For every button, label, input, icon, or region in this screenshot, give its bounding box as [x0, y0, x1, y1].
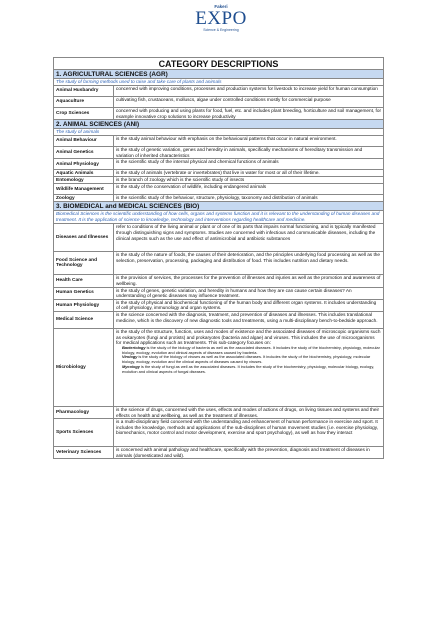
category-definition-cell	[114, 288, 383, 299]
category-definition: is the scientific study of the behaviour, structure, physiology, taxonomy and distribution of animals	[116, 195, 318, 201]
category-term: Zoology	[54, 195, 114, 201]
category-descriptions-document	[53, 57, 384, 459]
logo-tagline: Science & Engineering	[203, 28, 239, 32]
category-definition-cell	[114, 419, 383, 446]
table-row	[53, 86, 384, 97]
subcategory-label: Bacteriology	[122, 344, 146, 350]
section-heading: 3. BIOMEDICAL and MEDICAL SCIENCES (BIO)	[53, 202, 384, 211]
category-term: Microbiology	[54, 329, 114, 406]
table-row	[53, 159, 384, 170]
category-term: Health Care	[54, 275, 114, 286]
category-definition-cell	[114, 195, 383, 201]
category-definition: is the science concerned with the diagnosis, treatment, and prevention of diseases and illnesses. This includes translational medicine, which is the discovery of new diagnostic tools and treatments, using a multi-disciplinary bench-to-bedside approach.	[116, 311, 378, 323]
category-definition-cell	[114, 407, 383, 418]
table-row	[53, 288, 384, 300]
category-term: Aquatic Animals	[54, 170, 114, 176]
category-definition: is the branch of zoology which is the scientific study of insects	[116, 177, 245, 183]
category-definition: is the study of animals (vertebrate or invertebrates) that live in water for most or all of their lifetime.	[116, 170, 320, 176]
subcategory-item	[116, 365, 381, 375]
category-definition-cell	[114, 275, 383, 286]
category-term: Pharmacology	[54, 407, 114, 418]
table-row	[53, 147, 384, 159]
category-definition: is the study animal behaviour with emphasis on the behavioural patterns that occur in natural environment.	[116, 136, 337, 142]
category-definition: is the study of genes, genetic variation, and heredity in humans and how they are can cause certain diseases? An understanding of genetic diseases may influence treatment.	[116, 287, 352, 299]
category-term: Food Science and Technology	[54, 252, 114, 274]
subcategory-text: is the study of the biology of bacteria as well as the associated diseases. It includes the study of the biochemistry, physiology, molecular biology, ecology, evolution and clinical aspects of diseases caused by bacteria.	[122, 344, 380, 355]
logo-wordmark: EXPO	[195, 8, 247, 29]
category-definition-cell	[114, 447, 383, 458]
subcategory-label: Virology	[122, 354, 138, 360]
table-row	[53, 312, 384, 329]
section-description: The study of farming methods used to raise and take care of plants and animals	[53, 79, 384, 86]
category-definition-cell	[114, 97, 383, 107]
expo-logo	[193, 4, 249, 38]
category-term: Animal Physiology	[54, 159, 114, 169]
category-definition: is the study of the conservation of wildlife, including endangered animals	[116, 184, 267, 190]
table-row	[53, 419, 384, 447]
section-description: The study of animals	[53, 129, 384, 136]
category-definition-cell	[114, 329, 383, 406]
table-row	[53, 195, 384, 202]
category-term: Aquaculture	[54, 97, 114, 107]
sections-container	[53, 70, 384, 459]
category-term: Diseases and Illnesses	[54, 224, 114, 251]
category-definition-cell	[114, 252, 383, 274]
category-definition: refer to conditions of the living animal or plant or of one of its parts that impairs normal functioning, and is typically manifested through distinguishing signs and symptoms. Studies are concerned with infectious and communicable diseases, including the clinical aspects such as the use and effect of antimicrobial and antibiotic substances	[116, 224, 376, 241]
category-definition-cell	[114, 300, 383, 311]
category-definition-cell	[114, 86, 383, 96]
table-row	[53, 170, 384, 177]
table-row	[53, 184, 384, 195]
category-term: Animal Behaviour	[54, 136, 114, 146]
category-term: Human Genetics	[54, 288, 114, 299]
table-row	[53, 252, 384, 275]
table-row	[53, 224, 384, 252]
table-row	[53, 407, 384, 419]
category-term: Human Physiology	[54, 300, 114, 311]
subcategory-text: is the study of fungi as well as the associated diseases. It includes the study of the biochemistry, physiology, molecular biology, ecology, evolution and clinical aspects of fungal diseases.	[122, 363, 375, 374]
category-definition: is the scientific study of the internal physical and chemical functions of animals	[116, 159, 279, 165]
category-definition: is concerned with animal pathology and healthcare, specifically with the prevention, diagnosis and treatment of diseases in animals (domesticated and wild).	[116, 447, 370, 458]
table-row	[53, 108, 384, 120]
table-row	[53, 177, 384, 184]
table-row	[53, 447, 384, 459]
table-row	[53, 329, 384, 407]
category-definition-cell	[114, 147, 383, 158]
category-definition: concerned with producing and using plants for food, fuel, etc. and includes plant breeding, horticulture and soil management, for example innovative crop solutions to increase productivity	[116, 108, 382, 119]
table-row	[53, 136, 384, 147]
section-description: Biomedical Sciences is the scientific understanding of how cells, organs and systems function and it is relevant to the understanding of human diseases and treatment. It is the application of science to knowledge, technology and interventions regarding healthcare and medicine.	[53, 211, 384, 224]
category-definition-cell	[114, 312, 383, 328]
subcategory-label: Mycology	[122, 363, 140, 369]
category-definition-cell	[114, 159, 383, 169]
category-definition: is the study of the structure, function, uses and modes of existence and the associated diseases of microscopic organisms such as eukaryotes (fungi and protists) and prokaryotes (bacteria and algae) and viruses. This includes the use of microorganisms for medical applications such as treatments. This sub-category focuses on:	[116, 328, 381, 346]
category-term: Veterinary Sciences	[54, 447, 114, 458]
category-definition: is the study of the nature of foods, the causes of their deterioration, and the principles underlying food processing as well as the selection, preservation, processing, packaging and distribution of food. This includes nutrition and dietary needs.	[116, 252, 380, 263]
table-row	[53, 300, 384, 312]
category-definition: is the provision of services, the processes for the prevention of illnesses and injuries as well as the promotion and awareness of wellbeing.	[116, 275, 381, 286]
table-row	[53, 97, 384, 108]
category-definition-cell	[114, 177, 383, 183]
category-term: Entomology	[54, 177, 114, 183]
category-definition: cultivating fish, crustaceans, molluscs, algae under controlled conditions mostly for commercial purpose	[116, 97, 331, 102]
category-definition-cell	[114, 136, 383, 146]
category-term: Animal Genetics	[54, 147, 114, 158]
category-definition-cell	[114, 170, 383, 176]
category-definition-cell	[114, 224, 383, 251]
section-heading: 2. ANIMAL SCIENCES (ANI)	[53, 120, 384, 129]
table-row	[53, 275, 384, 287]
category-definition: is the study of physical and biochemical functioning of the human body and different organ systems. It includes understanding of cell physiology, immunology and organ systems.	[116, 299, 377, 311]
category-definition-cell	[114, 184, 383, 194]
logo-brand: Fakeri	[214, 4, 228, 9]
category-definition-cell	[114, 108, 383, 119]
category-definition: is the science of drugs, concerned with the uses, effects and modes of actions of drugs, on living tissues and systems and their effects on health and wellbeing, as well as the treatment of illnesses.	[116, 406, 380, 418]
category-term: Animal Husbandry	[54, 86, 114, 96]
page-title: CATEGORY DESCRIPTIONS	[53, 57, 384, 70]
category-term: Wildlife Management	[54, 184, 114, 194]
category-term: Sports Sciences	[54, 419, 114, 446]
section-heading: 1. AGRICULTURAL SCIENCES (AGR)	[53, 70, 384, 79]
category-term: Medical Science	[54, 312, 114, 328]
category-definition: is a multi-disciplinary field concerned with the understanding and enhancement of human performance in exercise and sport. It includes the knowledge, methods and applications of the sub-disciplines of human movement studies (i.e. exercise physiology, biomechanics, motor control and motor development, exercise and sport psychology), as well as how they interact	[116, 419, 379, 436]
category-definition: concerned with improving conditions, processes and production systems for livestock to increase yield for human consumption	[116, 86, 378, 91]
subcategory-text: is the study of the biology of viruses as well as the associated diseases. It includes the study of the biochemistry, physiology, molecular biology, ecology, evolution and the clinical aspects of diseases caused by viruses.	[122, 354, 371, 365]
category-definition: is the study of genetic variation, genes and heredity in animals, specifically mechanisms of hereditary transmission and variation of inherited characteristics	[116, 147, 363, 158]
category-term: Crop Sciences	[54, 108, 114, 119]
